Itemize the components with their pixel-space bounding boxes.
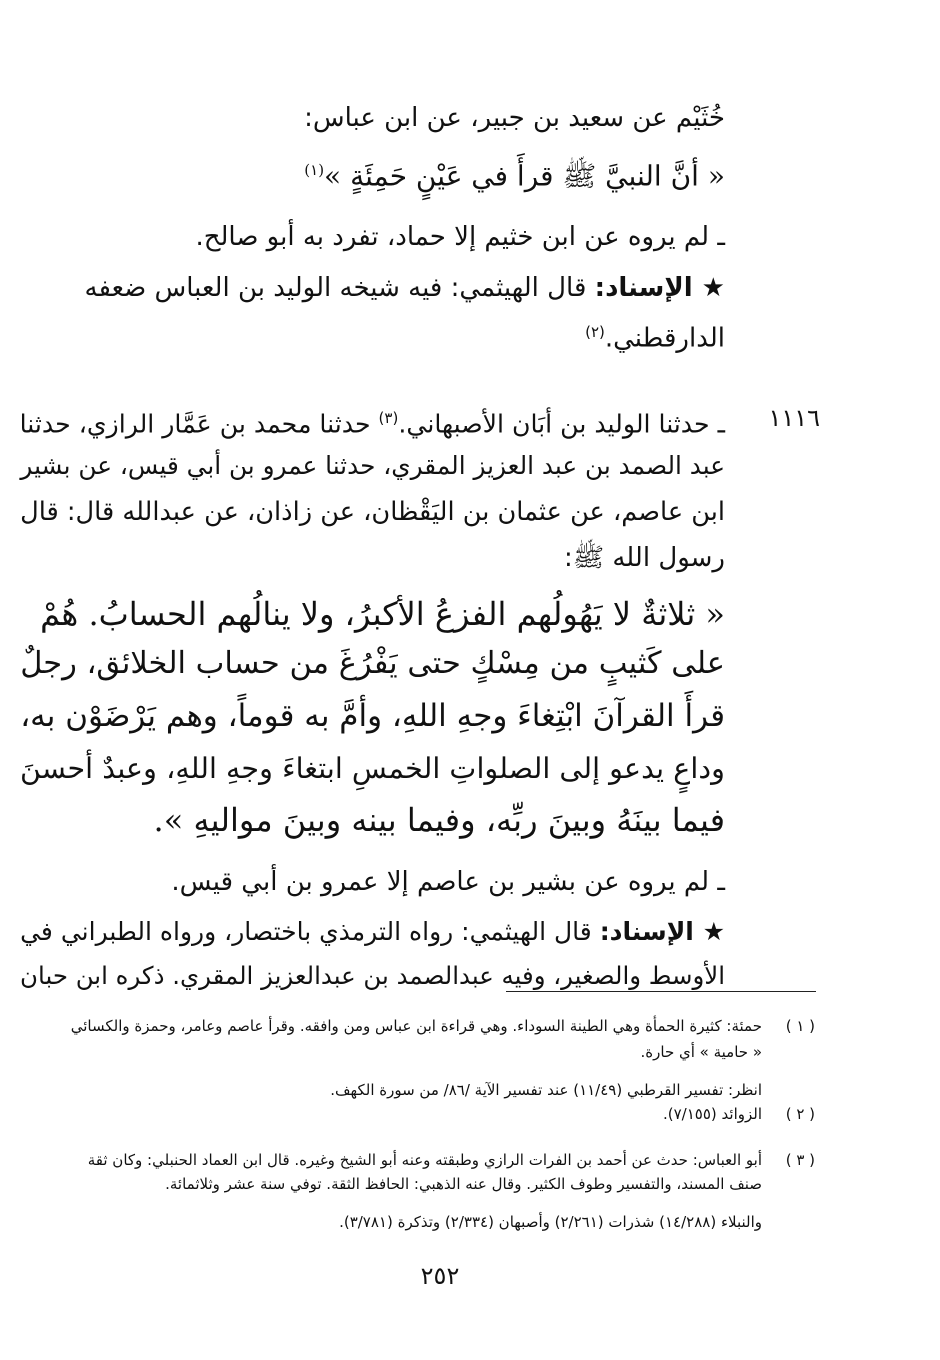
footnote-ref-1: (١) xyxy=(304,161,325,179)
chain-part-b: حدثنا محمد بن عَمَّار الرازي، حدثنا xyxy=(19,409,371,439)
hadith-isnad-text: قال الهيثمي: رواه الترمذي باختصار، ورواه الطبراني في xyxy=(20,917,592,946)
isnad-grading-line-2 xyxy=(585,312,725,359)
chain-part-a: ـ حدثنا الوليد بن أبَان الأصبهاني. xyxy=(398,409,725,439)
chain-continuation-line: خُثَيْم عن سعيد بن جبير، عن ابن عباس: xyxy=(304,103,725,133)
isnad-text-2: الدارقطني. xyxy=(604,323,725,354)
footnote-3-line-2: صنف المسند، والتفسير وطوف الكثير. وقال عنه الذهبي: الحافظ الثقة. توفي سنة عشر وثلاثمائة. xyxy=(165,1175,762,1193)
hadith-text-line-1: « ثلاثةٌ لا يَهُولُهم الفزعُ الأكبرُ، ولا ينالُهم الحسابُ. هُمْ xyxy=(40,595,725,633)
footnote-1-line-2: « حامية » أي حارة. xyxy=(640,1043,762,1061)
footnote-1-line-3: انظر: تفسير القرطبي (١١/٤٩) عند تفسير الآية /٨٦/ من سورة الكهف. xyxy=(330,1081,762,1099)
narration-note: ـ لم يروه عن ابن خثيم إلا حماد، تفرد به أبو صالح. xyxy=(195,222,725,252)
footnote-3-line-1: أبو العباس: حدث عن أحمد بن الفرات الرازي وطبقته وعنه أبو الشيخ وغيره. قال ابن العماد الحنبلي: وكان ثقة xyxy=(87,1151,762,1169)
footnote-number-3: ( ٣ ) xyxy=(785,1151,815,1169)
footnote-divider xyxy=(506,991,816,992)
isnad-text: قال الهيثمي: فيه شيخه الوليد بن العباس ضعفه xyxy=(84,273,587,303)
hadith-text-line-4: وداعٍ يدعو إلى الصلواتِ الخمسِ ابتغاءَ وجهِ اللهِ، وعبدٌ أحسنَ xyxy=(20,751,725,785)
hadith-chain-line-2: عبد الصمد بن عبد العزيز المقري، حدثنا عمرو بن أبي قيس، عن بشير xyxy=(20,451,725,480)
hadith-text-line-2: على كَثيبٍ من مِسْكٍ حتى يَفْرُغَ من حساب الخلائق، رجلٌ xyxy=(20,646,725,681)
footnote-number-1: ( ١ ) xyxy=(785,1017,815,1035)
footnote-1-line-1: حمئة: كثيرة الحمأة وهي الطينة السوداء. وهي قراءة ابن عباس ومن وافقه. وقرأ عاصم وعامر، وحمزة والكسائي xyxy=(70,1017,762,1035)
hadith-narration-note: ـ لم يروه عن بشير بن عاصم إلا عمرو بن أبي قيس. xyxy=(171,867,725,897)
hadith-isnad-line-1 xyxy=(20,912,725,952)
footnote-ref-3: (٣) xyxy=(378,409,399,427)
footnote-number-2: ( ٢ ) xyxy=(785,1105,815,1123)
hadith-text-line-5: فيما بينَهُ وبينَ ربِّه، وفيما بينه وبينَ مواليهِ ». xyxy=(153,801,725,839)
footnote-ref-2: (٢) xyxy=(585,323,605,341)
isnad-grading-line xyxy=(70,268,725,308)
hadith-chain-line-4: رسول الله ﷺ: xyxy=(563,543,725,573)
hadith-chain-line-1 xyxy=(20,398,725,444)
quote-text: « أنَّ النبيَّ ﷺ قرأَ في عَيْنٍ حَمِئَةٍ » xyxy=(324,159,725,193)
footnote-3-line-3: والنبلاء (١٤/٢٨٨) شذرات (٢/٢٦١) وأصبهان (٢/٣٣٤) وتذكرة (٣/٧٨١). xyxy=(339,1213,762,1231)
footnote-2-line-1: الزوائد (٧/١٥٥). xyxy=(663,1105,762,1123)
hadith-text-line-3: قرأَ القرآنَ ابْتِغاءَ وجهِ اللهِ، وأمَّ به قوماً، وهم يَرْضَوْن به، xyxy=(20,698,725,734)
hadith-isnad-label: ★ الإسناد: xyxy=(599,917,725,946)
hadith-isnad-line-2: الأوسط والصغير، وفيه عبدالصمد بن عبدالعزيز المقري. ذكره ابن حبان xyxy=(20,961,725,990)
isnad-label: ★ الإسناد: xyxy=(594,273,725,303)
page-number: ٢٥٢ xyxy=(420,1262,460,1290)
hadith-chain-line-3: ابن عاصم، عن عثمان بن اليَقْظان، عن زاذان، عن عبدالله قال: قال xyxy=(20,497,725,527)
prophetic-quote xyxy=(304,150,725,196)
hadith-number: ١١١٦ xyxy=(768,404,820,432)
